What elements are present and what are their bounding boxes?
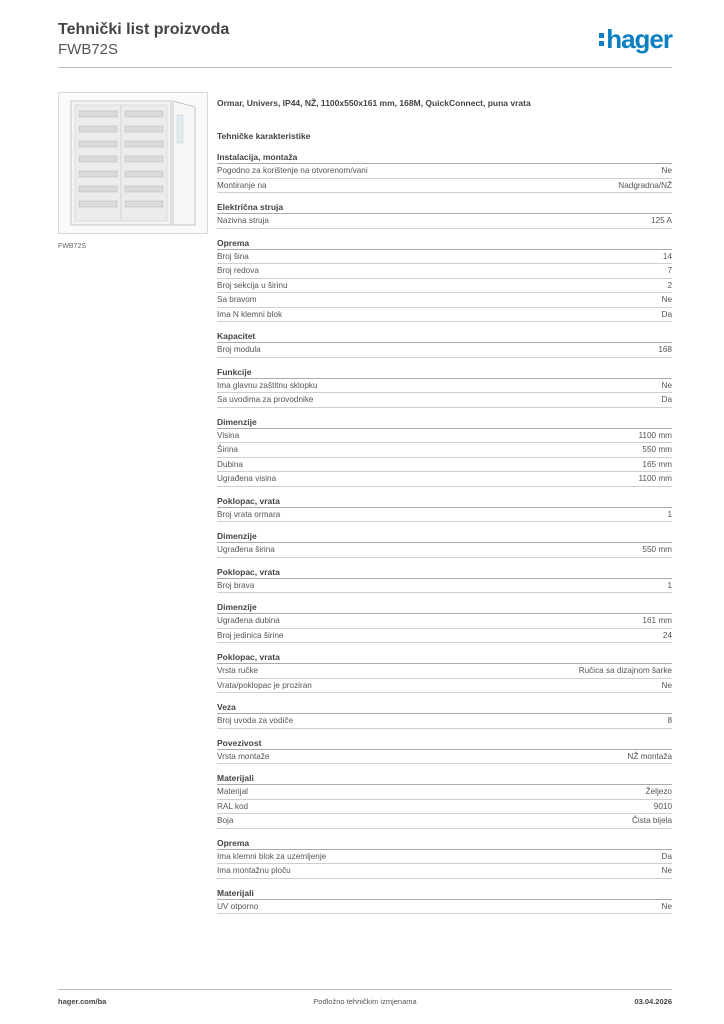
- spec-row: [217, 379, 672, 394]
- spec-group: [217, 366, 672, 408]
- spec-row: [217, 800, 672, 815]
- spec-group-title: Povezivost: [217, 737, 672, 750]
- spec-value: Ne: [661, 680, 672, 690]
- product-description: Ormar, Univers, IP44, NŽ, 1100x550x161 mm, 168M, QuickConnect, puna vrata: [217, 98, 531, 108]
- cabinet-illustration-icon: [59, 93, 207, 233]
- product-code: FWB72S: [58, 41, 119, 58]
- spec-row: [217, 664, 672, 679]
- spec-value: Da: [661, 309, 672, 319]
- spec-label: Vrata/poklopac je proziran: [217, 680, 312, 690]
- spec-value: 1: [667, 580, 672, 590]
- spec-value: 1100 mm: [638, 430, 672, 440]
- image-caption: FWB72S: [58, 243, 87, 250]
- spec-group: [217, 151, 672, 193]
- spec-label: Sa uvodima za provodnike: [217, 395, 314, 404]
- characteristics-heading: Tehničke karakteristike: [217, 131, 311, 141]
- spec-value: Da: [661, 851, 672, 861]
- spec-value: 8: [667, 716, 672, 725]
- spec-value: Ne: [661, 295, 672, 304]
- spec-row: [217, 343, 672, 358]
- spec-row: [217, 458, 672, 473]
- spec-group-title: Funkcije: [217, 366, 672, 379]
- spec-row: [217, 443, 672, 458]
- spec-row: [217, 279, 672, 294]
- spec-row: [217, 214, 672, 229]
- spec-label: Boja: [217, 816, 234, 825]
- spec-row: [217, 750, 672, 765]
- spec-value: 24: [662, 630, 672, 640]
- spec-value: Ručica sa dizajnom šarke: [578, 666, 672, 675]
- spec-label: Broj jedinica širine: [217, 630, 284, 640]
- footer-date: 03.04.2026: [634, 997, 672, 1006]
- spec-label: Broj vrata ormara: [217, 509, 281, 519]
- spec-group: [217, 601, 672, 643]
- spec-label: Ima klemni blok za uzemljenje: [217, 851, 327, 861]
- spec-label: Ima glavnu zaštitnu sklopku: [217, 380, 318, 390]
- spec-group-title: Oprema: [217, 237, 672, 250]
- spec-row: [217, 614, 672, 629]
- spec-row: [217, 264, 672, 279]
- document-header: [58, 20, 229, 60]
- spec-label: Broj brava: [217, 580, 255, 590]
- spec-value: 125 A: [651, 216, 672, 225]
- spec-value: Željezo: [645, 787, 672, 796]
- spec-group-title: Poklopac, vrata: [217, 651, 672, 664]
- spec-label: Broj šina: [217, 251, 249, 261]
- spec-content: [217, 96, 672, 914]
- spec-value: Ne: [661, 866, 672, 875]
- spec-group: [217, 416, 672, 487]
- spec-label: Visina: [217, 430, 240, 440]
- spec-label: Broj redova: [217, 266, 259, 275]
- spec-row: [217, 179, 672, 194]
- spec-value: 550 mm: [642, 545, 672, 554]
- spec-value: 14: [662, 251, 672, 261]
- spec-group: [217, 330, 672, 358]
- spec-label: Ugrađena širina: [217, 545, 275, 554]
- hager-logo: [599, 26, 672, 52]
- spec-group: [217, 737, 672, 765]
- footer-website-link[interactable]: hager.com/ba: [58, 997, 107, 1006]
- page-title: Tehnički list proizvoda: [58, 21, 230, 38]
- spec-group-title: Dimenzije: [217, 416, 672, 429]
- spec-row: [217, 393, 672, 408]
- spec-group: [217, 237, 672, 323]
- spec-group: [217, 530, 672, 558]
- spec-group-title: Oprema: [217, 837, 672, 850]
- spec-value: 9010: [653, 801, 672, 811]
- spec-row: [217, 429, 672, 444]
- spec-label: Pogodno za korištenje na otvorenom/vani: [217, 166, 368, 175]
- spec-label: RAL kod: [217, 801, 249, 811]
- spec-label: Širina: [217, 445, 238, 454]
- spec-row: [217, 250, 672, 265]
- spec-row: [217, 864, 672, 879]
- spec-value: 550 mm: [642, 445, 672, 454]
- spec-row: [217, 579, 672, 594]
- spec-value: Čista bijela: [631, 816, 672, 825]
- logo-text: hager: [606, 24, 672, 54]
- spec-group: [217, 495, 672, 523]
- spec-group: [217, 887, 672, 915]
- spec-row: [217, 293, 672, 308]
- spec-group-title: Poklopac, vrata: [217, 495, 672, 508]
- spec-row: [217, 714, 672, 729]
- spec-label: Montiranje na: [217, 180, 267, 190]
- spec-label: Broj sekcija u širinu: [217, 280, 288, 290]
- spec-row: [217, 900, 672, 915]
- spec-label: Dubina: [217, 459, 243, 469]
- spec-label: Materijal: [217, 787, 248, 796]
- spec-row: [217, 679, 672, 694]
- footer-divider: [58, 989, 672, 990]
- spec-value: 1100 mm: [638, 474, 672, 483]
- spec-group-title: Veza: [217, 701, 672, 714]
- spec-label: Ima montažnu ploču: [217, 866, 291, 875]
- spec-row: [217, 629, 672, 644]
- spec-group: [217, 201, 672, 229]
- spec-label: Ugrađena dubina: [217, 616, 280, 625]
- spec-row: [217, 508, 672, 523]
- spec-value: 1: [667, 509, 672, 519]
- spec-group-title: Poklopac, vrata: [217, 566, 672, 579]
- spec-label: UV otporno: [217, 901, 259, 911]
- spec-label: Broj modula: [217, 345, 261, 354]
- spec-row: [217, 472, 672, 487]
- spec-group-title: Kapacitet: [217, 330, 672, 343]
- spec-value: Da: [661, 395, 672, 404]
- spec-group-title: Instalacija, montaža: [217, 151, 672, 164]
- spec-group-title: Dimenzije: [217, 530, 672, 543]
- spec-value: 2: [667, 280, 672, 290]
- spec-value: 161 mm: [642, 616, 672, 625]
- spec-row: [217, 543, 672, 558]
- spec-group: [217, 566, 672, 594]
- spec-label: Vrsta ručke: [217, 666, 259, 675]
- spec-group: [217, 701, 672, 729]
- spec-group: [217, 837, 672, 879]
- spec-label: Ima N klemni blok: [217, 309, 283, 319]
- spec-label: Sa bravom: [217, 295, 257, 304]
- spec-group: [217, 651, 672, 693]
- spec-group-title: Električna struja: [217, 201, 672, 214]
- spec-label: Broj uvoda za vodiče: [217, 716, 294, 725]
- spec-group-title: Materijali: [217, 772, 672, 785]
- spec-value: 165 mm: [642, 459, 672, 469]
- spec-value: Ne: [661, 380, 672, 390]
- spec-label: Ugrađena visina: [217, 474, 277, 483]
- spec-label: Nazivna struja: [217, 216, 269, 225]
- spec-sections: [217, 151, 672, 914]
- spec-group: [217, 772, 672, 829]
- spec-value: 168: [658, 345, 672, 354]
- spec-value: Ne: [661, 901, 672, 911]
- spec-value: Nadgradna/NŽ: [618, 180, 672, 190]
- spec-value: NŽ montaža: [627, 751, 672, 761]
- header-divider: [58, 67, 672, 68]
- spec-group-title: Dimenzije: [217, 601, 672, 614]
- footer-note: Podložno tehničkim izmjenama: [313, 997, 417, 1006]
- spec-row: [217, 814, 672, 829]
- spec-row: [217, 164, 672, 179]
- spec-value: 7: [667, 266, 672, 275]
- product-image: [58, 92, 208, 234]
- spec-group-title: Materijali: [217, 887, 672, 900]
- spec-row: [217, 308, 672, 323]
- spec-value: Ne: [661, 166, 672, 175]
- spec-row: [217, 850, 672, 865]
- spec-row: [217, 785, 672, 800]
- spec-label: Vrsta montaže: [217, 751, 270, 761]
- logo-dots-icon: [599, 33, 604, 46]
